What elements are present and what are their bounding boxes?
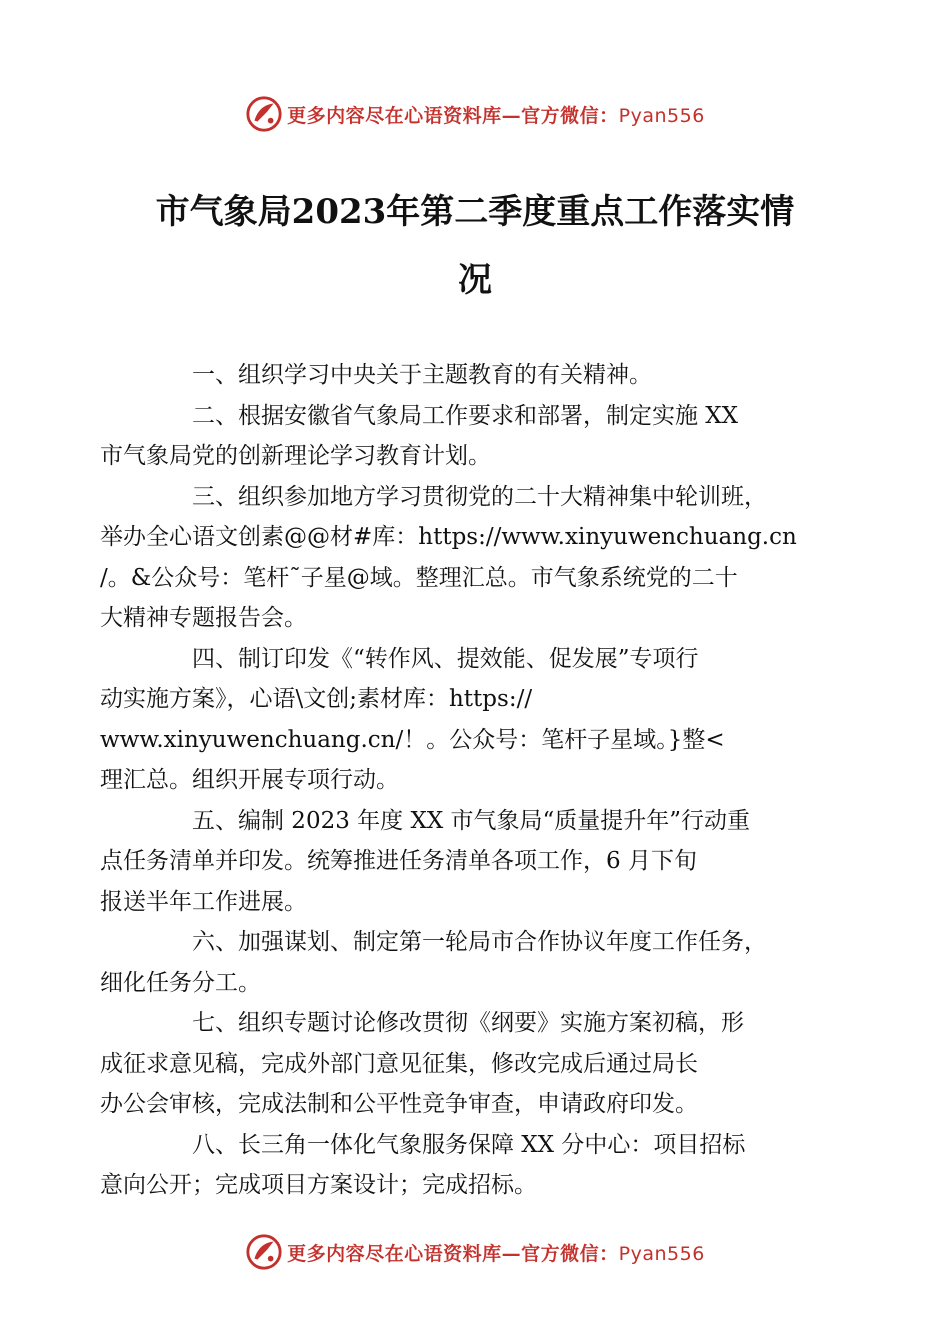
paragraph-line: /。&公众号：笔杆˜子星@域。整理汇总。市气象系统党的二十 (100, 564, 738, 591)
paragraph-line: 一、组织学习中央关于主题教育的有关精神。 (192, 362, 652, 388)
paragraph-line: 报送半年工作进展。 (100, 888, 307, 915)
paragraph-8 (100, 1125, 836, 1206)
paragraph-2 (100, 396, 836, 477)
banner-text: 更多内容尽在心语资料库—官方微信：Pyan556 (287, 1242, 705, 1265)
paragraph-line: www.xinyuwenchuang.cn/！。公众号：笔杆子星域。}整< (100, 726, 725, 753)
paragraph-line: 办公会审核，完成法制和公平性竞争审查，申请政府印发。 (100, 1091, 698, 1117)
paragraph-line: 二、根据安徽省气象局工作要求和部署，制定实施 XX (192, 402, 739, 429)
title-line-2: 况 (458, 260, 492, 300)
paragraph-6 (100, 922, 836, 1003)
paragraph-line: 动实施方案》，心语\文创;素材库：https:// (100, 686, 533, 712)
title-line-1: 市气象局2023年第二季度重点工作落实情 (155, 192, 795, 232)
paragraph-line: 市气象局党的创新理论学习教育计划。 (100, 443, 491, 469)
paragraph-line: 五、编制 2023 年度 XX 市气象局“质量提升年”行动重 (192, 807, 751, 834)
paragraph-5 (100, 801, 836, 923)
header-banner (0, 92, 950, 136)
paragraph-line: 四、制订印发《“转作风、提效能、促发展”专项行 (192, 645, 699, 672)
footer-banner (0, 1230, 950, 1274)
document-body (100, 355, 836, 1206)
paragraph-1 (146, 355, 836, 396)
paragraph-3 (100, 477, 836, 639)
paragraph-line: 点任务清单并印发。统筹推进任务清单各项工作，6 月下旬 (100, 848, 697, 874)
brand-logo-icon (245, 1233, 283, 1271)
paragraph-line: 理汇总。组织开展专项行动。 (100, 767, 399, 793)
banner-text: 更多内容尽在心语资料库—官方微信：Pyan556 (287, 104, 705, 127)
document-title (140, 178, 810, 314)
paragraph-line: 三、组织参加地方学习贯彻党的二十大精神集中轮训班， (192, 483, 767, 510)
paragraph-7 (100, 1003, 836, 1125)
paragraph-line: 意向公开；完成项目方案设计；完成招标。 (100, 1172, 537, 1198)
wechat-id: Pyan556 (618, 104, 705, 127)
paragraph-4 (100, 639, 836, 801)
paragraph-line: 大精神专题报告会。 (100, 605, 307, 631)
paragraph-line: 举办全心语文创素@@材#库：https://www.xinyuwenchuang.cn (100, 524, 797, 550)
paragraph-line: 八、长三角一体化气象服务保障 XX 分中心：项目招标 (192, 1131, 746, 1158)
paragraph-line: 七、组织专题讨论修改贯彻《纲要》实施方案初稿，形 (192, 1010, 744, 1036)
paragraph-line: 细化任务分工。 (100, 969, 261, 996)
brand-logo-icon (245, 95, 283, 133)
paragraph-line: 成征求意见稿，完成外部门意见征集，修改完成后通过局长 (100, 1050, 698, 1077)
paragraph-line: 六、加强谋划、制定第一轮局市合作协议年度工作任务， (192, 929, 767, 955)
wechat-id: Pyan556 (618, 1242, 705, 1265)
